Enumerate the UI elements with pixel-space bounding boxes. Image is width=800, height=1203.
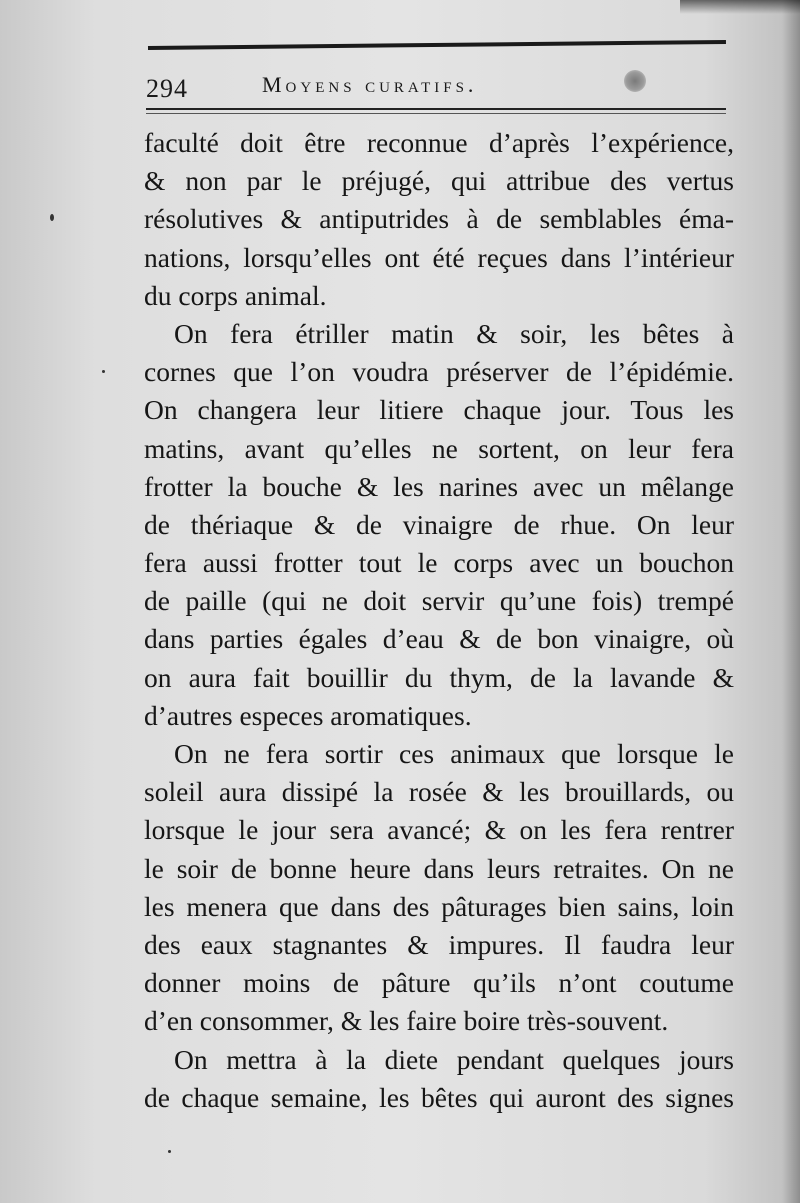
text-line: & non par le préjugé, qui attribue des vertus — [144, 165, 734, 197]
text-line: On changera leur litiere chaque jour. Tous les — [144, 394, 734, 426]
running-head: Moyens curatifs. — [262, 72, 478, 97]
text-line: d’en consommer, & les faire boire très-souvent. — [144, 1005, 669, 1037]
text-line: dans parties égales d’eau & de bon vinaigre, où — [144, 623, 734, 655]
text-line: on aura fait bouillir du thym, de la lavande & — [144, 661, 734, 693]
page-corner-shadow — [680, 0, 800, 14]
ink-blot — [624, 70, 646, 92]
text-line: frotter la bouche & les narines avec un mêlange — [144, 470, 734, 502]
page-header — [146, 70, 730, 106]
text-line: On fera étriller matin & soir, les bêtes à — [174, 317, 734, 349]
text-line: d’autres especes aromatiques. — [144, 699, 472, 731]
text-line: nations, lorsqu’elles ont été reçues dans l’intérieur — [144, 241, 734, 273]
top-rule — [148, 40, 726, 50]
paper-speck — [168, 1150, 171, 1153]
page-edge-shadow — [782, 0, 800, 1203]
text-line: de chaque semaine, les bêtes qui auront des signes — [144, 1081, 734, 1113]
text-line: cornes que l’on voudra préserver de l’épidémie. — [144, 356, 734, 388]
text-line: les menera que dans des pâturages bien sains, loin — [144, 890, 734, 922]
text-line: le soir de bonne heure dans leurs retraites. On ne — [144, 852, 734, 884]
text-line: donner moins de pâture qu’ils n’ont coutume — [144, 967, 734, 999]
page-number: 294 — [146, 74, 188, 103]
text-line: de thériaque & de vinaigre de rhue. On leur — [144, 508, 734, 540]
text-line: soleil aura dissipé la rosée & les brouillards, ou — [144, 776, 734, 808]
text-line: matins, avant qu’elles ne sortent, on leur fera — [144, 432, 734, 464]
text-line: On mettra à la diete pendant quelques jours — [174, 1043, 734, 1075]
text-line: de paille (qui ne doit servir qu’une fois) trempé — [144, 585, 734, 617]
text-line: lorsque le jour sera avancé; & on les fera rentrer — [144, 814, 734, 846]
body-text — [144, 124, 734, 1117]
text-line: fera aussi frotter tout le corps avec un bouchon — [144, 547, 734, 579]
text-line: faculté doit être reconnue d’après l’expérience, — [144, 127, 734, 158]
text-line: du corps animal. — [144, 279, 327, 311]
text-line: On ne fera sortir ces animaux que lorsque le — [174, 738, 734, 769]
text-line: des eaux stagnantes & impures. Il faudra leur — [144, 928, 734, 960]
paper-speck — [102, 370, 105, 373]
header-rule-thin — [146, 113, 726, 114]
text-line: résolutives & antiputrides à de semblables éma- — [144, 203, 734, 235]
header-rule — [146, 108, 726, 110]
paper-speck — [50, 214, 54, 221]
